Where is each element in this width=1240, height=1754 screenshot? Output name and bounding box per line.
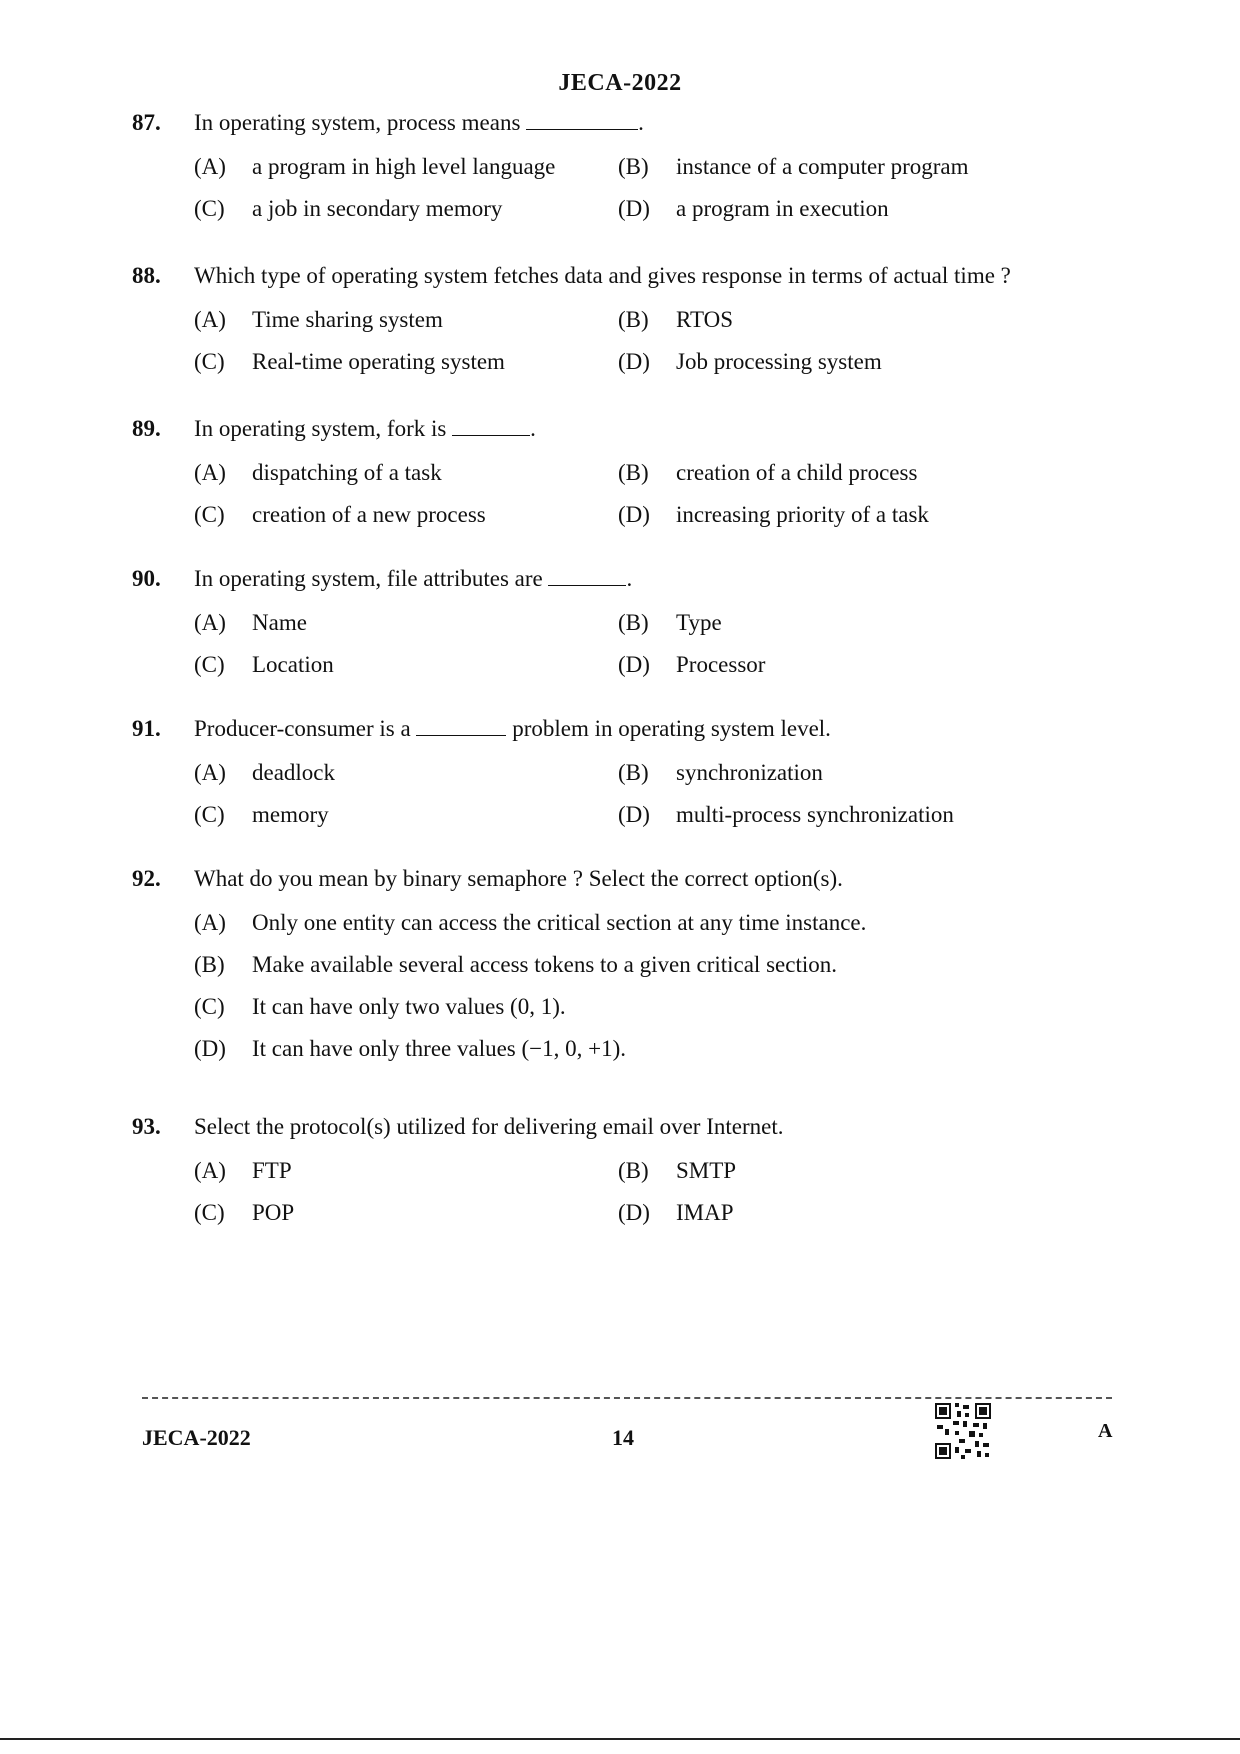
qr-code-icon — [935, 1403, 991, 1459]
question-set-letter: A — [1098, 1420, 1113, 1442]
page-bottom-rule — [0, 1738, 1240, 1740]
question-text: In operating system, fork is . — [194, 416, 536, 441]
question-number: 90. — [132, 566, 161, 591]
question-number: 93. — [132, 1114, 161, 1139]
question-number: 87. — [132, 110, 161, 135]
page-header: JECA-2022 — [558, 70, 682, 96]
question-text: What do you mean by binary semaphore ? Select the correct option(s). — [194, 866, 843, 891]
question-text: Producer-consumer is a problem in operating system level. — [194, 716, 831, 741]
answer-blank — [526, 111, 638, 130]
answer-blank — [548, 567, 626, 586]
question-text: In operating system, process means . — [194, 110, 644, 135]
question-text: Select the protocol(s) utilized for delivering email over Internet. — [194, 1114, 784, 1139]
question-number: 89. — [132, 416, 161, 441]
question-number: 88. — [132, 263, 161, 288]
question-number: 92. — [132, 866, 161, 891]
footer-exam-code: JECA-2022 — [142, 1425, 251, 1450]
question-text: In operating system, file attributes are . — [194, 566, 633, 591]
exam-page: JECA-2022 87. In operating system, process means . (A) a program in high level language (B) instance of a computer program (C) a job in secondary memory (D) a program in execution 88. Which type of operating system fetches data and gives response in terms of actual time ? (A) Time sharing system (B) RTOS (C) Real-time operating system (D) Job processing system 89. In operating system, fork is . (A) dispatching of a task (B) creation of a child process (C) creation of a new process (D) increasing priority of a task 90. In operating system, file attributes are . (A) Name (B) Type (C) Location (D) Processor 91. Producer-consumer is a problem in operating system level. (A) deadlock (B) synchronization (C) memory (D) multi-process synchronization 92. What do you mean by binary semaphore ? Select the correct option(s). (A) Only one entity can access the critical section at any time instance. (B) Make available several access tokens to a given critical section. (C) It can have only two values (0, 1). (D) It can have only three values (−1, 0, +1). 93. Select the protocol(s) utilized for delivering email over Internet. (A) FTP (B) SMTP (C) POP (D) IMAP JECA-2022 14 A — [0, 0, 1240, 1754]
question-number: 91. — [132, 716, 161, 741]
page-number: 14 — [612, 1425, 634, 1450]
answer-blank — [452, 417, 530, 436]
footer-divider — [142, 1397, 1112, 1399]
question-text: Which type of operating system fetches data and gives response in terms of actual time ? — [194, 263, 1011, 288]
answer-blank — [416, 717, 506, 736]
